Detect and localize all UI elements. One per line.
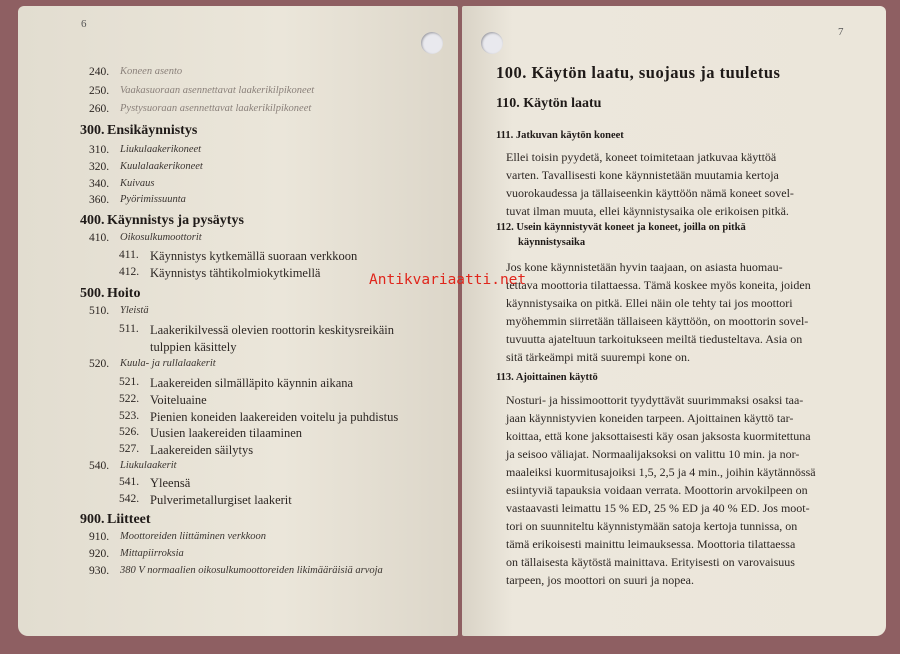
toc-number: 500.	[80, 286, 105, 301]
paragraph: Jos kone käynnistetään hyvin taajaan, on asiasta huomau- tettava moottoria tilattaessa. Tämä koskee myös koneita, joiden käynnistysaika on pitkä. Ellei näin ole tehty tai jos moottori myöhemmin siirretään tällaiseen käyttöön, on moottorin sovel- tuvuutta ajateltuun tarkoitukseen meiltä tiedusteltava. Asia on sitä tärkeämpi mitä suurempi kone on.	[506, 260, 811, 364]
toc-number: 520.	[89, 358, 110, 370]
toc-text: Pulverimetallurgiset laakerit	[150, 493, 292, 507]
toc-number: 527.	[119, 443, 140, 455]
toc-number: 900.	[80, 512, 105, 527]
toc-text: Liukulaakerikoneet	[120, 144, 202, 155]
toc-text: Liukulaakerit	[120, 460, 177, 471]
toc-text: Käynnistys ja pysäytys	[107, 213, 244, 228]
toc-text: tulppien käsittely	[150, 340, 237, 354]
toc-text: Yleensä	[150, 476, 191, 490]
toc-text: 380 V normaalien oikosulkumoottoreiden likimääräisiä arvoja	[120, 565, 383, 576]
toc-number: 526.	[119, 426, 140, 438]
toc-number: 920.	[89, 548, 110, 560]
toc-text: Liitteet	[107, 512, 151, 527]
toc-text: Kuulalaakerikoneet	[120, 161, 203, 172]
toc-number: 240.	[89, 66, 110, 78]
toc-number: 260.	[89, 103, 110, 115]
toc-text: Ensikäynnistys	[107, 123, 198, 138]
toc-number: 412.	[119, 266, 140, 278]
toc-text: Mittapiirroksia	[120, 548, 184, 559]
left-page	[18, 6, 458, 636]
toc-text: Kuula- ja rullalaakerit	[120, 358, 216, 369]
toc-text: Oikosulkumoottorit	[120, 232, 202, 243]
toc-number: 410.	[89, 232, 110, 244]
subsection-heading: 111. Jatkuvan käytön koneet	[496, 130, 624, 141]
toc-number: 400.	[80, 213, 105, 228]
subsection-heading: 112. Usein käynnistyvät koneet ja koneet, joilla on pitkä	[496, 222, 746, 233]
toc-number: 540.	[89, 460, 110, 472]
binding-hole	[421, 32, 443, 54]
toc-text: Hoito	[107, 286, 141, 301]
subsection-heading: 113. Ajoittainen käyttö	[496, 372, 598, 383]
toc-number: 930.	[89, 565, 110, 577]
toc-text: Moottoreiden liittäminen verkkoon	[120, 531, 266, 542]
toc-number: 250.	[89, 85, 110, 97]
page-number-right: 7	[838, 26, 844, 38]
toc-text: Vaakasuoraan asennettavat laakerikilpikoneet	[120, 85, 315, 96]
binding-hole	[481, 32, 503, 54]
toc-number: 310.	[89, 144, 110, 156]
toc-number: 541.	[119, 476, 140, 488]
toc-number: 300.	[80, 123, 105, 138]
toc-number: 510.	[89, 305, 110, 317]
paragraph: Nosturi- ja hissimoottorit tyydyttävät suurimmaksi osaksi taa- jaan käynnistyvien koneiden tarpeen. Ajoittainen käyttö tar- koittaa, että kone jaksottaisesti käy osan jaksosta kuormitettuna ja seisoo väliajat. Normaalijaksoksi on valittu 10 min. ja nor- maaleiksi kuormitusajoiksi 1,5, 2,5 ja 4 min., joihin käytännössä esiintyviä tapauksia voidaan verrata. Moottorin arvokilpeen on vastaavasti leimattu 15 % ED, 25 % ED ja 40 % ED. Jos moot- tori on suunniteltu käynnistymään satoja kertoja tunnissa, on tämä erikoisesti mainittu leimauksessa. Moottoria tilattaessa on tällaisesta käytöstä mainittava. Erityisesti on varovaisuus tarpeen, jos moottori on suuri ja nopea.	[506, 393, 816, 587]
toc-text: Käynnistys tähtikolmiokytkimellä	[150, 266, 321, 280]
toc-text: Laakerikilvessä olevien roottorin keskitysreikäin	[150, 323, 395, 337]
section-heading: 110. Käytön laatu	[496, 96, 602, 111]
watermark: Antikvariaatti.net	[369, 272, 527, 288]
toc-number: 320.	[89, 161, 110, 173]
toc-text: Yleistä	[120, 305, 149, 316]
right-page	[462, 6, 886, 636]
toc-number: 511.	[119, 323, 139, 335]
chapter-title: 100. Käytön laatu, suojaus ja tuuletus	[496, 63, 781, 82]
toc-text: Kuivaus	[120, 178, 155, 189]
toc-number: 521.	[119, 376, 140, 388]
toc-text: Pienien koneiden laakereiden voitelu ja puhdistus	[150, 410, 399, 424]
toc-text: Käynnistys kytkemällä suoraan verkkoon	[150, 249, 358, 263]
toc-number: 522.	[119, 393, 140, 405]
toc-number: 523.	[119, 410, 140, 422]
toc-number: 411.	[119, 249, 139, 261]
toc-text: Uusien laakereiden tilaaminen	[150, 426, 303, 440]
subsection-heading-cont: käynnistysaika	[518, 237, 586, 248]
toc-text: Koneen asento	[120, 66, 183, 77]
toc-text: Voiteluaine	[150, 393, 207, 407]
toc-number: 542.	[119, 493, 140, 505]
toc-text: Laakereiden silmälläpito käynnin aikana	[150, 376, 354, 390]
toc-number: 910.	[89, 531, 110, 543]
toc-text: Pyörimissuunta	[120, 194, 186, 205]
toc-number: 340.	[89, 178, 110, 190]
page-number-left: 6	[81, 18, 87, 30]
toc-text: Pystysuoraan asennettavat laakerikilpikoneet	[120, 103, 312, 114]
toc-text: Laakereiden säilytys	[150, 443, 254, 457]
paragraph: Ellei toisin pyydetä, koneet toimitetaan jatkuvaa käyttöä varten. Tavallisesti kone käynnistetään muutamia kertoja vuorokaudessa ja tällaiseenkin käyttöön nämä koneet sovel- tuvat ilman muuta, ellei käynnistysaika ole erikoisen pitkä.	[506, 150, 794, 218]
toc-number: 360.	[89, 194, 110, 206]
